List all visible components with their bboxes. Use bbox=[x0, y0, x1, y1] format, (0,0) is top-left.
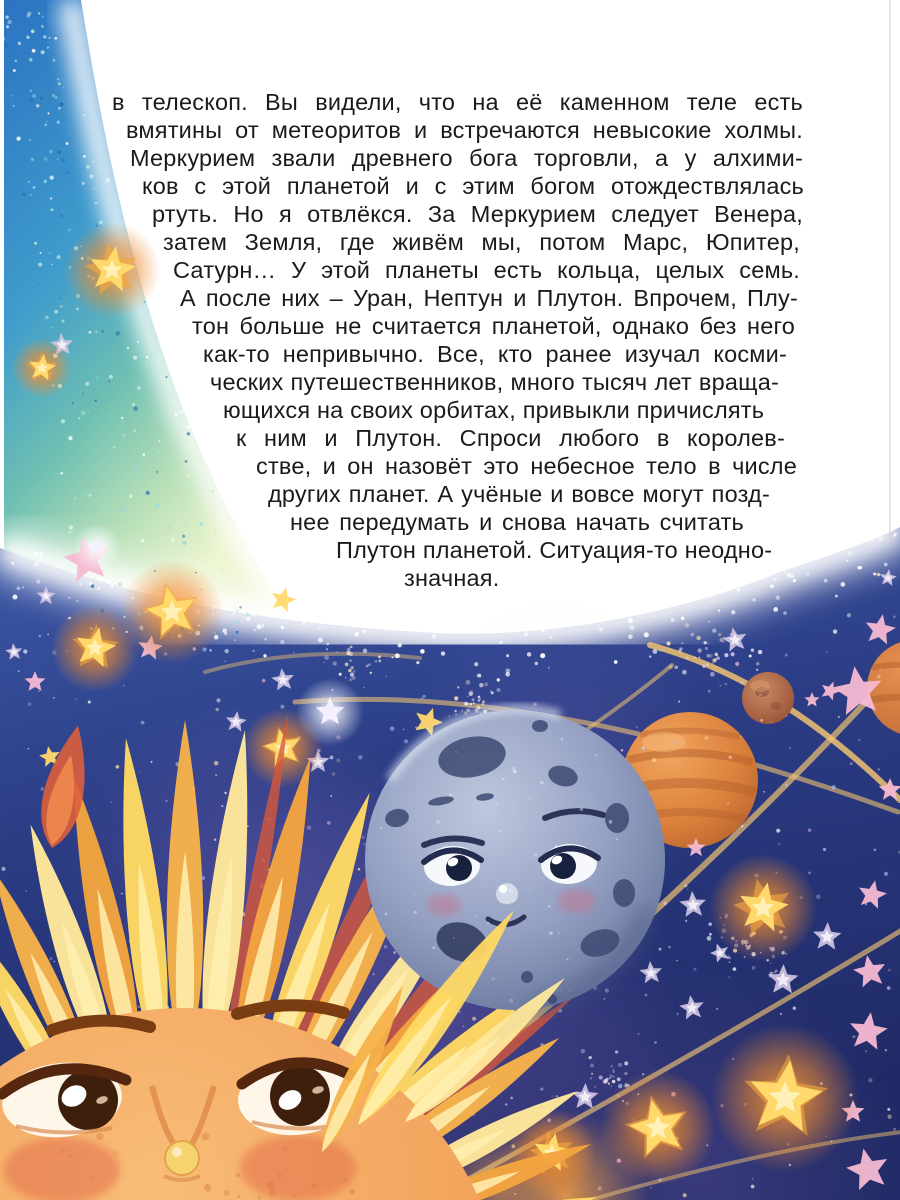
text-line: А после них – Уран, Нептун и Плутон. Впрочем, Плу- bbox=[180, 285, 798, 311]
text-line: других планет. А учёные и вовсе могут позд- bbox=[268, 481, 770, 507]
text-line: Плутон планетой. Ситуация-то неодно- bbox=[336, 537, 773, 563]
moon-blush-right bbox=[558, 889, 596, 913]
sun-blush-right bbox=[240, 1135, 356, 1200]
text-line: нее передумать и снова начать считать bbox=[290, 509, 744, 535]
page-scan-line bbox=[889, 0, 891, 540]
text-line: к ним и Плутон. Спроси любого в королев- bbox=[236, 425, 785, 451]
text-line: вмятины от метеоритов и встречаются невысокие холмы. bbox=[126, 117, 803, 143]
text-line: ков с этой планетой и с этим богом отождествлялась bbox=[142, 173, 804, 199]
text-line: Сатурн… У этой планеты есть кольца, целых семь. bbox=[173, 257, 800, 283]
text-line: в телескоп. Вы видели, что на её каменном теле есть bbox=[112, 89, 803, 115]
text-line: значная. bbox=[404, 565, 500, 591]
sun-blush-left bbox=[4, 1137, 120, 1200]
moon-character bbox=[365, 709, 665, 1010]
text-line: тон больше не считается планетой, однако без него bbox=[192, 313, 795, 339]
text-line: как-то непривычно. Все, кто ранее изучал косми- bbox=[203, 341, 787, 367]
text-line: ческих путешественников, много тысяч лет враща- bbox=[210, 369, 779, 395]
text-line: затем Земля, где живём мы, потом Марс, Юпитер, bbox=[163, 229, 800, 255]
text-line: Меркурием звали древнего бога торговли, а у алхими- bbox=[130, 145, 803, 171]
text-line: стве, и он назовёт это небесное тело в числе bbox=[256, 453, 797, 479]
text-line: ртуть. Но я отвлёкся. За Меркурием следует Венера, bbox=[152, 201, 803, 227]
moon-blush-left bbox=[427, 894, 461, 916]
text-line: ющихся на своих орбитах, привыкли причислять bbox=[223, 397, 765, 423]
